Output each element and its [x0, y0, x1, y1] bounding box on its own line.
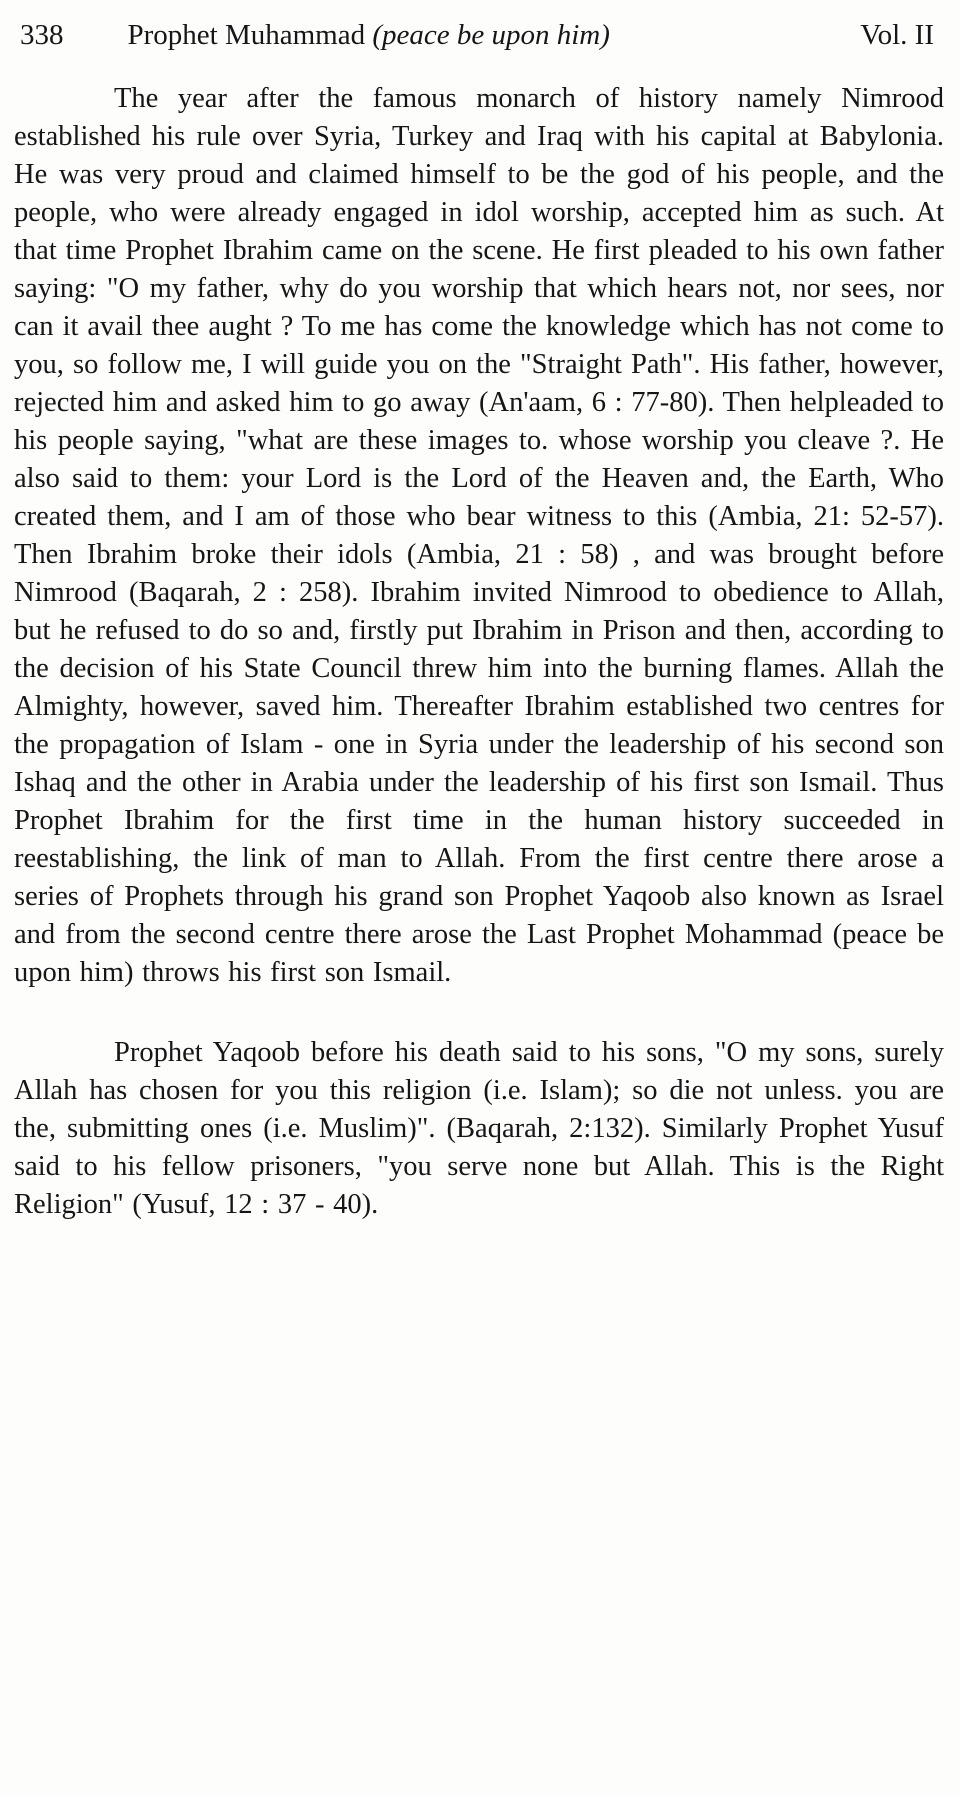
page-body [14, 80, 944, 1224]
page-title-italic: (peace be upon him) [372, 19, 610, 51]
paragraph-1: The year after the famous monarch of history namely Nimrood established his rule over Syria, Turkey and Iraq with his capital at Babylonia. He was very proud and claimed himself to be the god of his people, and the people, who were already engaged in idol worship, accepted him as such. At that time Prophet Ibrahim came on the scene. He first pleaded to his own father saying: "O my father, why do you worship that which hears not, nor sees, nor can it avail thee aught ? To me has come the knowledge which has not come to you, so follow me, I will guide you on the "Straight Path". His father, however, rejected him and asked him to go away (An'aam, 6 : 77-80). Then helpleaded to his people saying, "what are these images to. whose worship you cleave ?. He also said to them: your Lord is the Lord of the Heaven and, the Earth, Who created them, and I am of those who bear witness to this (Ambia, 21: 52-57). Then Ibrahim broke their idols (Ambia, 21 : 58) , and was brought before Nimrood (Baqarah, 2 : 258). Ibrahim invited Nimrood to obedience to Allah, but he refused to do so and, firstly put Ibrahim in Prison and then, according to the decision of his State Council threw him into the burning flames. Allah the Almighty, however, saved him. Thereafter Ibrahim established two centres for the propagation of Islam - one in Syria under the leadership of his second son Ishaq and the other in Arabia under the leadership of his first son Ismail. Thus Prophet Ibrahim for the first time in the human history succeeded in reestablishing, the link of man to Allah. From the first centre there arose a series of Prophets through his grand son Prophet Yaqoob also known as Israel and from the second centre there arose the Last Prophet Mohammad (peace be upon him) throws his first son Ismail. [14, 83, 944, 988]
page-title-text: Prophet Muhammad [127, 19, 373, 51]
page-header [14, 16, 944, 54]
volume-label: Vol. II [860, 19, 934, 51]
page-number: 338 [20, 19, 64, 51]
paragraph-2: Prophet Yaqoob before his death said to his sons, "O my sons, surely Allah has chosen for you this religion (i.e. Islam); so die not unless. you are the, submitting ones (i.e. Muslim)". (Baqarah, 2:132). Similarly Prophet Yusuf said to his fellow prisoners, "you serve none but Allah. This is the Right Religion" (Yusuf, 12 : 37 - 40). [14, 1037, 944, 1220]
page-title [128, 16, 610, 54]
